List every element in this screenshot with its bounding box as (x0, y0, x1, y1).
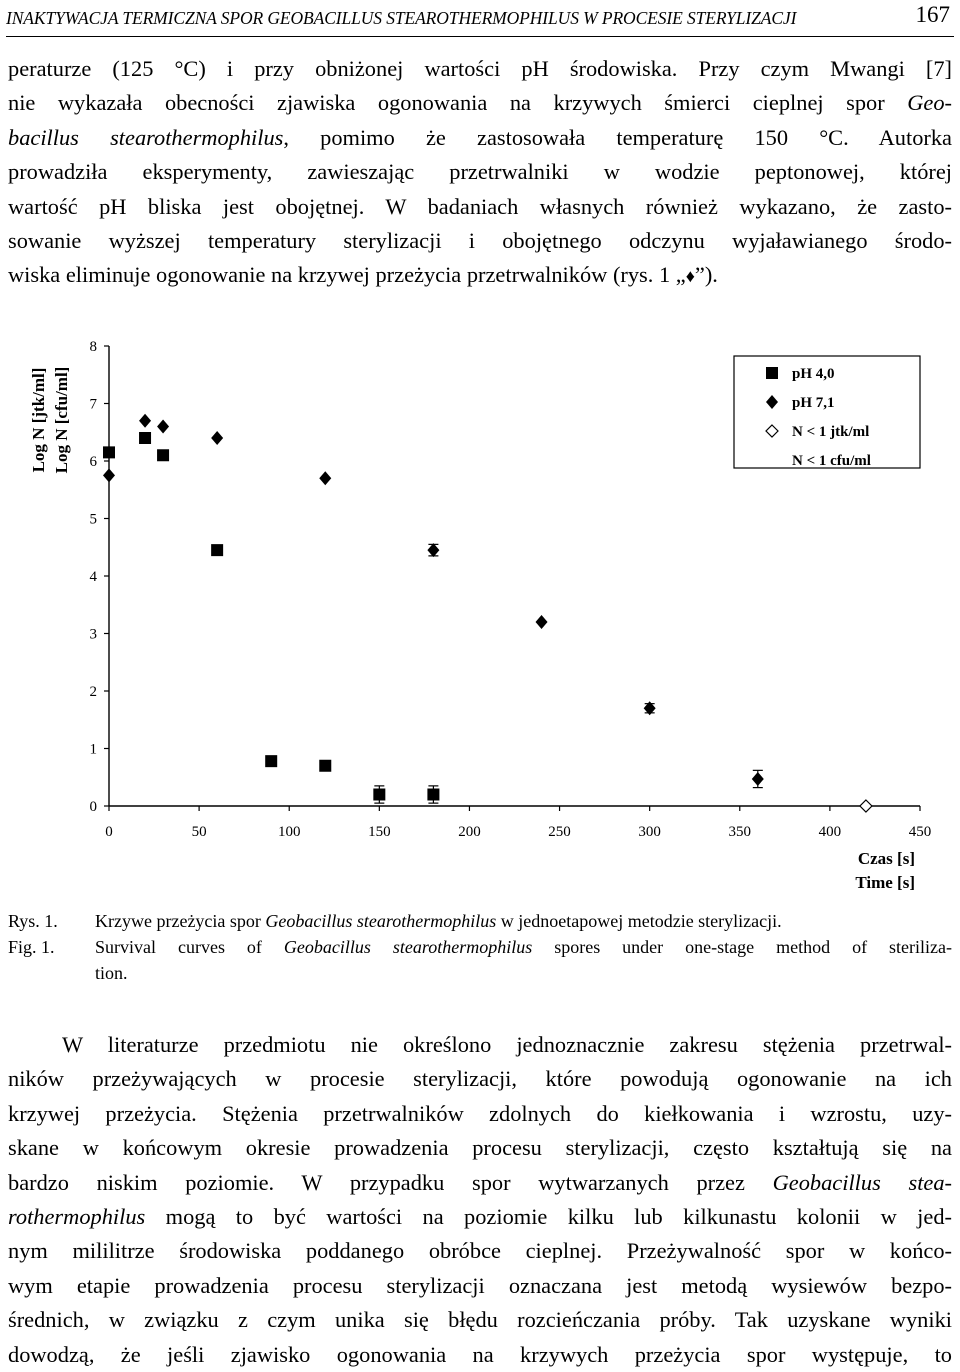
text-line (8, 121, 952, 155)
text-line (8, 1028, 952, 1062)
paragraph-top (8, 52, 952, 294)
text-span: prowadziła eksperymenty, zawieszając przetrwalniki w wodzie peptonowej, której (8, 159, 952, 185)
text-span: wartość pH bliska jest obojętnej. W badaniach własnych również wykazano, że zasto- (8, 193, 952, 219)
text-span: bardzo niskim poziomie. W przypadku spor wytwarzanych przez (8, 1169, 773, 1195)
text-span: ników przeżywających w procesie sterylizacji, które powodują ogonowanie na ich (8, 1066, 952, 1092)
text-line (8, 1303, 952, 1337)
y-tick-label: 2 (89, 684, 97, 700)
species-name: rothermophilus (8, 1204, 146, 1230)
text-span: nym mililitrze środowiska poddanego obróbce cieplnej. Przeżywalność spor w końco- (8, 1238, 952, 1264)
caption-text-pl (95, 908, 952, 934)
data-point-diamond-filled (752, 772, 764, 786)
data-point-diamond-open (860, 800, 872, 812)
diamond-marker-icon: ♦ (685, 266, 695, 287)
text-span: Krzywe przeżycia spor (95, 911, 266, 931)
text-line (8, 1234, 952, 1268)
text-span: wym etapie prowadzenia procesu sterylizacji oznaczana jest metodą wysiewów bezpo- (8, 1272, 952, 1298)
species-name: Geo- (907, 90, 952, 116)
figure-caption (8, 908, 952, 986)
legend-marker-square-filled-icon (766, 367, 778, 379)
data-point-diamond-filled (103, 468, 115, 482)
data-point-square-filled (427, 789, 439, 801)
text-span: , pomimo że zastosowała temperaturę 150 °C. Autorka (283, 124, 952, 150)
text-span: nie wykazała obecności zjawiska ogonowania na krzywych śmierci cieplnej spor (8, 90, 908, 116)
x-axis-label-en: Time [s] (855, 873, 915, 892)
data-point-square-filled (103, 446, 115, 458)
data-point-square-filled (319, 760, 331, 772)
species-name: Geobacillus stearothermophilus (265, 911, 497, 931)
x-tick-label: 200 (458, 824, 481, 840)
y-tick-label: 5 (89, 511, 97, 528)
x-tick-label: 50 (191, 824, 207, 840)
text-line (8, 1200, 952, 1234)
y-tick-label: 3 (89, 626, 97, 643)
text-line (8, 155, 952, 189)
text-line (8, 1269, 952, 1303)
x-tick-label: 150 (368, 824, 391, 840)
y-axis-label-pl: Log N [jtk/ml] (29, 367, 48, 473)
x-tick-label: 350 (728, 824, 752, 840)
page-number: 167 (915, 2, 950, 27)
text-line (8, 224, 952, 258)
data-point-square-filled (139, 432, 151, 444)
legend-label: N < 1 jtk/ml (792, 424, 870, 440)
caption-label-en: Fig. 1. (8, 937, 55, 957)
legend-label: pH 4,0 (792, 366, 835, 382)
text-span: dowodzą, że jeśli zjawisko ogonowania na krzywych przeżycia spor występuje, to (8, 1341, 952, 1367)
x-axis-label-pl: Czas [s] (857, 849, 915, 868)
caption-text-en (95, 934, 952, 960)
data-point-square-filled (373, 789, 385, 801)
running-header (6, 0, 954, 37)
caption-row-en (8, 934, 952, 960)
y-tick-label: 0 (89, 799, 97, 815)
caption-row-pl (8, 908, 952, 934)
y-tick-label: 8 (89, 339, 97, 355)
text-line (8, 190, 952, 224)
species-name: Geobacillus stearothermophilus (283, 937, 533, 957)
text-line (8, 1166, 952, 1200)
y-tick-label: 6 (89, 454, 97, 470)
text-span: wiska eliminuje ogonowanie na krzywej przeżycia przetrwalników (rys. 1 „ (8, 262, 686, 288)
x-tick-label: 100 (277, 824, 301, 840)
x-tick-label: 0 (105, 824, 113, 840)
data-point-diamond-filled (157, 420, 169, 434)
data-point-diamond-filled (427, 543, 439, 557)
scatter-chart (0, 330, 960, 910)
y-axis-label-en: Log N [cfu/ml] (52, 366, 71, 474)
data-point-diamond-filled (319, 471, 331, 485)
caption-row-en-cont (8, 960, 952, 986)
text-line (8, 1338, 952, 1372)
x-tick-label: 300 (638, 824, 661, 840)
text-span: skane w końcowym okresie prowadzenia procesu sterylizacji, często kształtują się na (8, 1135, 952, 1161)
text-span: w jednoetapowej metodzie sterylizacji. (496, 911, 782, 931)
species-name: bacillus stearothermophilus (8, 124, 284, 150)
y-tick-label: 4 (89, 569, 97, 585)
text-span: krzywej przeżycia. Stężenia przetrwalników zdolnych do kiełkowania i wzrostu, uzy- (8, 1100, 952, 1126)
figure-survival-curves (0, 330, 960, 910)
text-line (8, 1097, 952, 1131)
legend-label: N < 1 cfu/ml (792, 453, 871, 469)
data-point-square-filled (211, 544, 223, 556)
paragraph-bottom (8, 1028, 952, 1372)
caption-label-pl: Rys. 1. (8, 911, 58, 931)
text-line (8, 258, 952, 293)
x-tick-label: 450 (908, 824, 932, 840)
y-tick-label: 1 (89, 741, 97, 758)
running-header-title: INAKTYWACJA TERMICZNA SPOR GEOBACILLUS STEAROTHERMOPHILUS W PROCESIE STERYLIZACJI (6, 8, 797, 28)
data-point-diamond-filled (211, 431, 223, 445)
data-point-square-filled (157, 449, 169, 461)
text-line (8, 1062, 952, 1096)
text-span: średnich, w związku z czym unika się błędu rozcieńczania próby. Tak uzyskane wyniki (8, 1307, 952, 1333)
data-point-diamond-filled (139, 414, 151, 428)
text-span: peraturze (125 °C) i przy obniżonej wartości pH środowiska. Przy czym Mwangi [7] (8, 56, 952, 81)
text-span: spores under one-stage method of steriliza- (532, 937, 953, 957)
data-point-diamond-filled (536, 615, 548, 629)
text-span: mogą to być wartości na poziomie kilku lub kilkunastu kolonii w jed- (145, 1204, 952, 1230)
text-span: ”). (694, 262, 718, 288)
caption-text-en-cont: tion. (95, 963, 128, 983)
text-span: W literaturze przedmiotu nie określono jednoznacznie zakresu stężenia przetrwal- (62, 1032, 952, 1057)
legend-label: pH 7,1 (792, 395, 835, 411)
text-span: Survival curves of (95, 937, 284, 957)
species-name: Geobacillus stea- (772, 1169, 953, 1195)
x-tick-label: 250 (548, 824, 571, 840)
text-line (8, 52, 952, 86)
text-line (8, 86, 952, 120)
text-span: sowanie wyższej temperatury sterylizacji i obojętnego odczynu wyjaławianego środo- (8, 228, 952, 254)
data-point-square-filled (265, 755, 277, 767)
x-tick-label: 400 (818, 824, 842, 840)
text-line (8, 1131, 952, 1165)
y-tick-label: 7 (89, 396, 97, 413)
